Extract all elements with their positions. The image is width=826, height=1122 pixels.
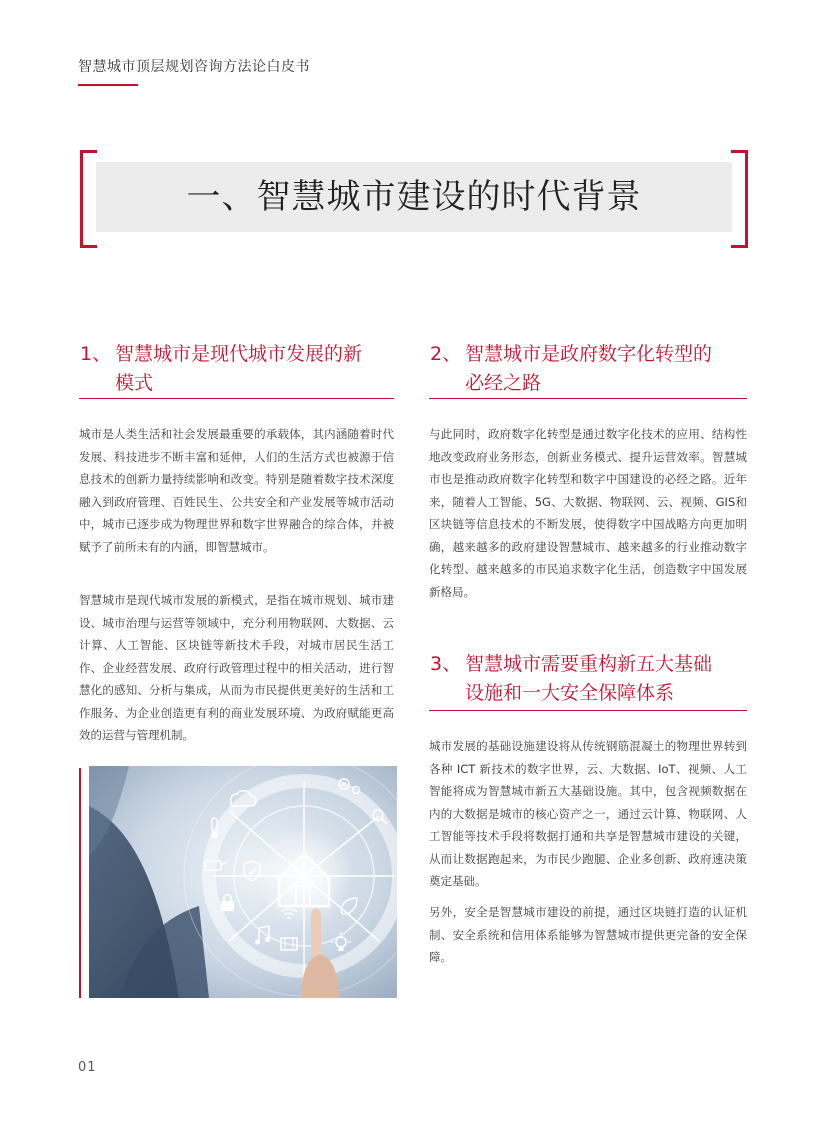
section-2-paragraph-1: 与此同时，政府数字化转型是通过数字化技术的应用、结构性地改变政府业务形态，创新业务模式、提升运营效率。智慧城市也是推动政府数字化转型和数字中国建设的必经之路。近年来，随着人工智能、5G、大数据、物联网、云、视频、GIS和区块链等信息技术的不断发展，使得数字中国战略方向更加明确，越来越多的政府建设智慧城市、越来越多的行业推动数字化转型、越来越多的市民追求数字化生活，创造数字中国发展新格局。 xyxy=(429,427,747,599)
section-3-title-line1: 智慧城市需要重构新五大基础 xyxy=(465,653,713,675)
section-1-rule xyxy=(79,398,394,399)
smart-home-photo xyxy=(89,766,397,998)
section-3-rule xyxy=(429,710,747,711)
photo-accent-bar xyxy=(79,768,81,998)
section-1-paragraph-1: 城市是人类生活和社会发展最重要的承载体，其内涵随着时代发展、科技进步不断丰富和延伸，人们的生活方式也被源于信息技术的创新力量持续影响和改变。特别是随着数字技术深度融入到政府管理、百姓民生、公共安全和产业发展等城市活动中，城市已逐步成为物理世界和数字世界融合的综合体，并被赋予了前所未有的内涵，即智慧城市。 xyxy=(79,427,394,554)
section-1-title-line1: 智慧城市是现代城市发展的新 xyxy=(115,343,363,365)
section-2-rule xyxy=(429,398,747,399)
left-bracket xyxy=(80,150,97,248)
section-3-number: 3、 xyxy=(430,653,462,675)
section-3-paragraph-1: 城市发展的基础设施建设将从传统钢筋混凝土的物理世界转到各种 ICT 新技术的数字世界，云、大数据、IoT、视频、人工智能将成为智慧城市新五大基础设施。其中，包含视频数据在内的大数据是城市的核心资产之一，通过云计算、物联网、人工智能等技术手段将数据打通和共享是智慧城市建设的关键，从而让数据跑起来，为市民少跑腿、企业多创新、政府速决策奠定基础。 xyxy=(429,739,747,888)
section-3-title-line2: 设施和一大安全保障体系 xyxy=(465,682,675,704)
section-2-title-line2: 必经之路 xyxy=(465,372,542,394)
section-1-paragraph-2: 智慧城市是现代城市发展的新模式，是指在城市规划、城市建设、城市治理与运营等领域中，充分利用物联网、大数据、云计算、人工智能、区块链等新技术手段，对城市居民生活工作、企业经营发展、政府行政管理过程中的相关活动，进行智慧化的感知、分析与集成，从而为市民提供更美好的生活和工作服务、为企业创造更有利的商业发展环境、为政府赋能更高效的运营与管理机制。 xyxy=(79,593,394,742)
chapter-banner xyxy=(80,150,748,244)
right-bracket xyxy=(731,150,748,248)
header-title: 智慧城市顶层规划咨询方法论白皮书 xyxy=(78,59,310,75)
section-2-title-line1: 智慧城市是政府数字化转型的 xyxy=(465,343,713,365)
section-2-number: 2、 xyxy=(430,343,462,365)
chapter-title: 一、智慧城市建设的时代背景 xyxy=(186,177,642,217)
header-rule xyxy=(78,84,138,86)
section-3-title xyxy=(430,650,750,708)
section-1-title-line2: 模式 xyxy=(115,372,154,394)
section-2-title xyxy=(430,340,750,398)
section-3-paragraph-2: 另外，安全是智慧城市建设的前提，通过区块链打造的认证机制、安全系统和信用体系能够为智慧城市提供更完备的安全保障。 xyxy=(429,905,747,964)
page-number: 01 xyxy=(78,1060,97,1075)
section-1-number: 1、 xyxy=(80,343,112,365)
section-1-title xyxy=(80,340,400,398)
